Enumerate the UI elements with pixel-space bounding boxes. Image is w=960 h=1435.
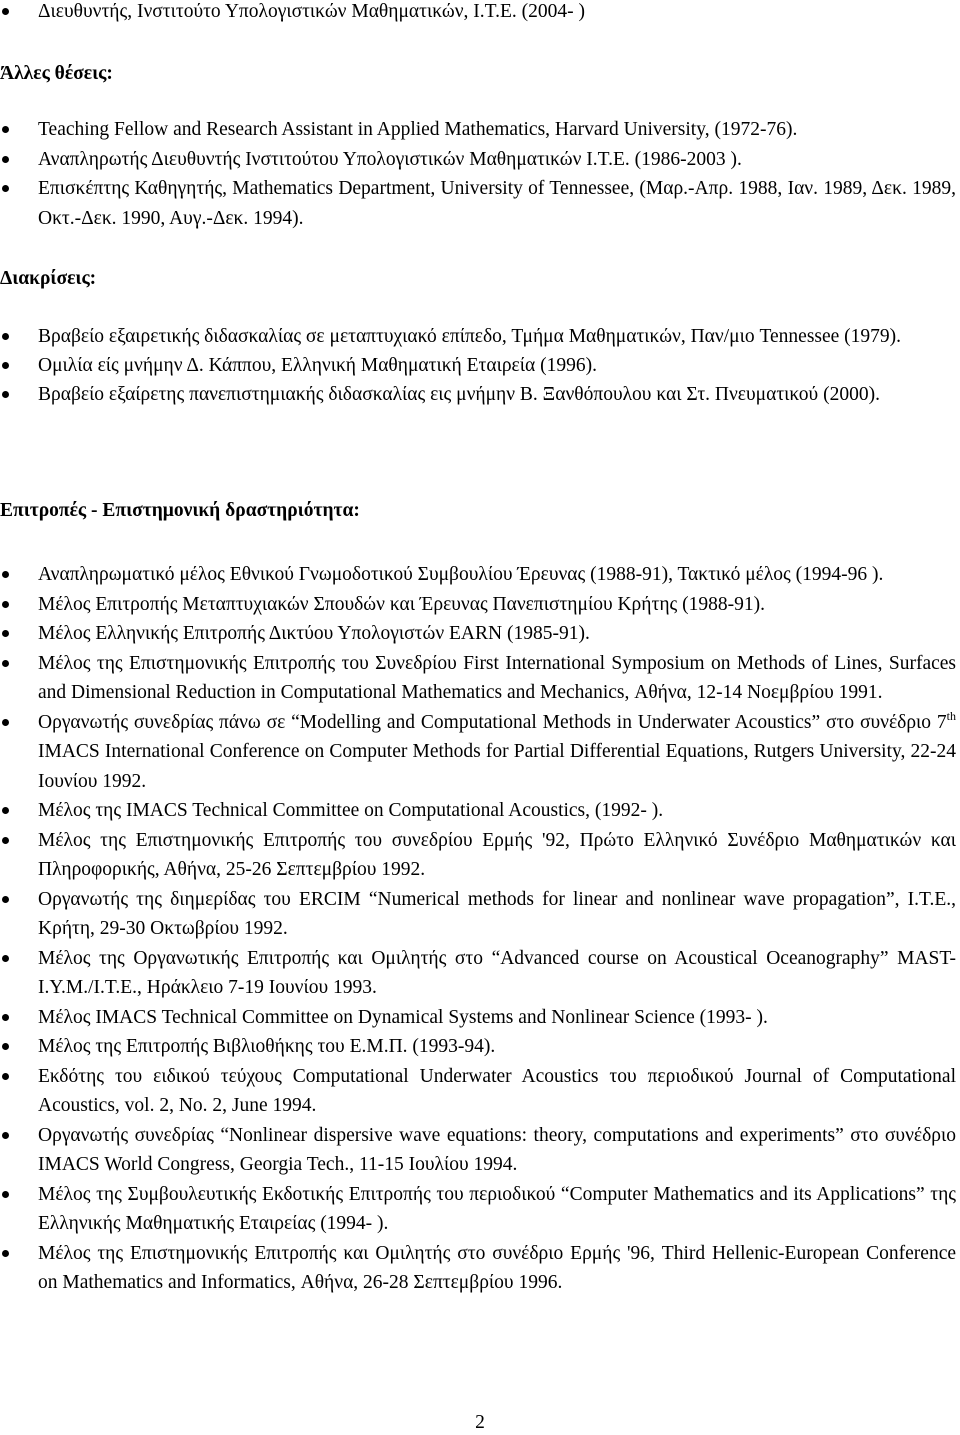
top-positions-list [0,0,956,24]
list-item-text: Teaching Fellow and Research Assistant in Applied Mathematics, Harvard University, (1972-76). [38,119,798,140]
list-item [0,649,956,708]
bullet-icon [2,837,9,844]
ordinal-superscript: th [946,708,956,723]
list-item-text: Αναπληρωτής Διευθυντής Ινστιτούτου Υπολογιστικών Μαθηματικών Ι.Τ.Ε. (1986-2003 ). [38,148,742,170]
bullet-icon [2,1073,9,1080]
bullet-icon [2,8,9,15]
list-item [0,145,956,175]
list-item-text [38,708,956,792]
list-item [0,944,956,1003]
list-item [0,351,956,380]
list-item [0,1032,956,1062]
bullet-icon [2,955,9,962]
list-item-text: Μέλος της Οργανωτικής Επιτροπής και Ομιλητής στο “Advanced course on Acoustical Oceanography” MAST-Ι.Υ.Μ./Ι.Τ.Ε., Ηράκλειο 7-19 Ιουνίου 1993. [38,947,956,998]
list-item-text: Μέλος της Επιτροπής Βιβλιοθήκης του Ε.Μ.Π. (1993-94). [38,1036,496,1057]
list-item-text-part: Οργανωτής συνεδρίας πάνω σε “Modelling and Computational Methods in Underwater Acoustics” στο συνέδριο 7 [38,711,947,733]
list-item [0,826,956,885]
list-item-text: Αναπληρωματικό μέλος Εθνικού Γνωμοδοτικού Συμβουλίου Έρευνας (1988-91), Τακτικό μέλος (1994-96 ). [38,564,884,585]
list-item-text: Επισκέπτης Καθηγητής, Mathematics Department, University of Tennessee, (Μαρ.-Απρ. 1988, Ιαν. 1989, Δεκ. 1989, Οκτ.-Δεκ. 1990, Αυγ.-Δεκ. 1994). [38,178,956,229]
other-positions-list [0,115,956,233]
list-item-text: Ομιλία είς μνήμην Δ. Κάππου, Ελληνική Μαθηματική Εταιρεία (1996). [38,355,597,376]
bullet-icon [2,660,9,667]
list-item-text: Μέλος IMACS Technical Committee on Dynamical Systems and Nonlinear Science (1993- ). [38,1006,768,1028]
bullet-icon [2,719,9,726]
list-item-text: Βραβείο εξαιρετικής διδασκαλίας σε μεταπτυχιακό επίπεδο, Τμήμα Μαθηματικών, Παν/μιο Tennessee (1979). [38,326,902,347]
section-heading-awards: Διακρίσεις: [0,268,97,289]
bullet-icon [2,571,9,578]
list-item [0,560,956,590]
list-item [0,0,956,24]
list-item-text: Οργανωτής συνεδρίας “Nonlinear dispersive wave equations: theory, computations and experiments” στο συνέδριο IMACS World Congress, Georgia Tech., 11-15 Ιουλίου 1994. [38,1124,956,1175]
list-item-text: Διευθυντής, Ινστιτούτο Υπολογιστικών Μαθηματικών, Ι.Τ.Ε. (2004- ) [38,1,585,22]
committees-list [0,560,956,1298]
list-item-text: Οργανωτής της διημερίδας του ERCIM “Numerical methods for linear and nonlinear wave propagation”, Ι.Τ.Ε., Κρήτη, 29-30 Οκτωβρίου 1992. [38,888,956,939]
list-item [0,1239,956,1298]
list-item [0,1121,956,1180]
bullet-icon [2,1191,9,1198]
list-item [0,1180,956,1239]
bullet-icon [2,391,9,398]
list-item-text: Μέλος της Επιστημονικής Επιτροπής του Συνεδρίου First International Symposium on Methods of Lines, Surfaces and Dimensional Reduction in Computational Mathematics and Mechanics, Αθήνα, 12-14 Νοεμβρίου 1991. [38,652,956,703]
list-item-text: Μέλος της Επιστημονικής Επιτροπής και Ομιλητής στο συνέδριο Ερμής '96, Third Hellenic-European Conference on Mathematics and Informatics, Αθήνα, 26-28 Σεπτεμβρίου 1996. [38,1242,956,1293]
bullet-icon [2,1014,9,1021]
bullet-icon [2,1043,9,1050]
bullet-icon [2,807,9,814]
list-item-text: Μέλος της IMACS Technical Committee on Computational Acoustics, (1992- ). [38,800,664,821]
bullet-icon [2,333,9,340]
section-heading-committees: Επιτροπές - Επιστημονική δραστηριότητα: [0,500,360,521]
bullet-icon [2,126,9,133]
list-item [0,885,956,944]
bullet-icon [2,896,9,903]
list-item [0,322,956,351]
list-item-text-part: IMACS International Conference on Computer Methods for Partial Differential Equations, Rutgers University, 22-24 Ιουνίου 1992. [38,741,956,792]
list-item-text: Μέλος της Συμβουλευτικής Εκδοτικής Επιτροπής του περιοδικού “Computer Mathematics and its Applications” της Ελληνικής Μαθηματικής Εταιρείας (1994- ). [38,1183,956,1234]
awards-list [0,322,956,409]
list-item-text: Μέλος της Επιστημονικής Επιτροπής του συνεδρίου Ερμής '92, Πρώτο Ελληνικό Συνέδριο Μαθηματικών και Πληροφορικής, Αθήνα, 25-26 Σεπτεμβρίου 1992. [38,829,956,880]
bullet-icon [2,601,9,608]
list-item [0,380,956,409]
list-item-text: Βραβείο εξαίρετης πανεπιστημιακής διδασκαλίας εις μνήμην Β. Ξανθόπουλου και Στ. Πνευματικού (2000). [38,384,880,405]
bullet-icon [2,362,9,369]
list-item-text: Μέλος Ελληνικής Επιτροπής Δικτύου Υπολογιστών EARN (1985-91). [38,623,590,644]
list-item [0,1062,956,1121]
bullet-icon [2,630,9,637]
page-number: 2 [475,1412,485,1433]
bullet-icon [2,156,9,163]
list-item-text: Μέλος Επιτροπής Μεταπτυχιακών Σπουδών και Έρευνας Πανεπιστημίου Κρήτης (1988-91). [38,593,765,615]
section-heading-other-positions: Άλλες θέσεις: [0,63,113,84]
bullet-icon [2,185,9,192]
list-item [0,708,956,797]
list-item-text: Εκδότης του ειδικού τεύχους Computational Underwater Acoustics του περιοδικού Journal of Computational Acoustics, vol. 2, No. 2, June 1994. [38,1065,956,1116]
list-item [0,619,956,649]
bullet-icon [2,1132,9,1139]
list-item [0,796,956,826]
list-item [0,1003,956,1033]
list-item [0,115,956,145]
list-item [0,174,956,233]
list-item [0,590,956,620]
bullet-icon [2,1250,9,1257]
